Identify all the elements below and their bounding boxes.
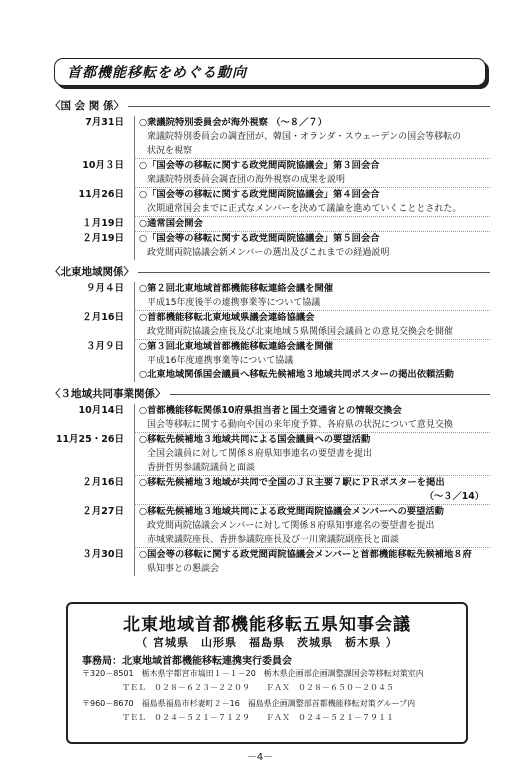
entry-body bbox=[134, 188, 490, 216]
entry-date: 10月14日 bbox=[78, 405, 124, 416]
entry-detail: 平成16年度連携事業等について協議 bbox=[147, 356, 294, 366]
entry-date: ２月27日 bbox=[82, 506, 124, 517]
page-number: －4－ bbox=[246, 752, 274, 763]
section-heading bbox=[50, 96, 490, 114]
entry-date: ２月16日 bbox=[82, 477, 124, 488]
section-title-box bbox=[54, 58, 486, 86]
footer-tel-1: ＴＥＬ ０２８－６２３－２２０９ ＦＡＸ ０２８－６５０－２０４５ bbox=[122, 683, 394, 692]
entry-event: ○衆議院特別委員会が海外視察 （～８／７） bbox=[139, 117, 327, 128]
entry-event: ○「国会等の移転に関する政党間両院協議会」第４回会合 bbox=[139, 189, 380, 200]
entry-body bbox=[134, 433, 490, 475]
entry-detail: 状況を視察 bbox=[147, 146, 193, 156]
section-divider bbox=[170, 394, 491, 395]
entry-date: ９月４日 bbox=[85, 283, 124, 294]
entry-detail: 政党間両院協議会メンバーに対して関係８府県知事連名の要望書を提出 bbox=[147, 521, 435, 531]
footer-address-2: 〒960－8670 福島県福島市杉妻町２－16 福島県企画調整部首都機能移転対策グループ内 bbox=[82, 699, 416, 708]
section-1 bbox=[50, 262, 490, 382]
entry-date: ２月16日 bbox=[82, 312, 124, 323]
entry-body bbox=[134, 340, 490, 382]
entry-event: ○通常国会開会 bbox=[139, 218, 203, 229]
entry-detail: 衆議院特別委員会調査団の海外視察の成果を説明 bbox=[147, 175, 346, 185]
entry-body bbox=[134, 548, 490, 576]
entry-date: ２月19日 bbox=[82, 233, 124, 244]
section-label: 〈国 会 関 係〉 bbox=[50, 99, 124, 112]
page-title: 首都機能移転をめぐる動向 bbox=[67, 65, 247, 81]
timeline bbox=[50, 96, 490, 578]
footer-office: 事務局：北東地域首都機能移転連携実行委員会 bbox=[82, 656, 292, 667]
entry-event: ○首都機能移転北東地域県議会連絡協議会 bbox=[139, 312, 315, 323]
footer-title: 北東地域首都機能移転五県知事会議 bbox=[123, 615, 411, 635]
entry-detail: 国会等移転に関する動向や国の来年度予算、各府県の状況について意見交換 bbox=[147, 420, 453, 430]
entry-body bbox=[134, 282, 490, 310]
footer-box bbox=[66, 602, 468, 744]
entry-detail: 平成15年度後半の連携事業等について協議 bbox=[147, 298, 321, 308]
section-heading bbox=[50, 384, 490, 402]
timeline-entry bbox=[50, 217, 490, 231]
timeline-entry bbox=[50, 340, 490, 382]
section-divider bbox=[138, 272, 490, 273]
entry-detail: 全国会議員に対して関係８府県知事連名の要望書を提出 bbox=[147, 449, 373, 459]
entry-detail: 次期通常国会までに正式なメンバーを決めて議論を進めていくこととされた。 bbox=[147, 204, 462, 214]
section-label: 〈３地域共同事業関係〉 bbox=[50, 387, 166, 400]
entry-detail: 県知事との懇談会 bbox=[147, 564, 220, 574]
entry-event: ○移転先候補地３地域共同による国会議員への要望活動 bbox=[139, 434, 371, 445]
section-heading bbox=[50, 262, 490, 280]
timeline-entry bbox=[50, 116, 490, 158]
entry-detail: 赤城衆議院座長、香拼参議院座長及び一川衆議院副座長と面談 bbox=[147, 535, 400, 545]
entry-event: ○移転先候補地３地域共同による政党間両院協議会メンバーへの要望活動 bbox=[139, 506, 444, 517]
entry-event: ○北東地域関係国会議員へ移転先候補地３地域共同ポスターの掲出依頼活動 bbox=[139, 369, 454, 380]
entry-period: （～３／14） bbox=[424, 491, 484, 502]
timeline-entry bbox=[50, 311, 490, 339]
timeline-entry bbox=[50, 476, 490, 504]
timeline-entry bbox=[50, 404, 490, 432]
entry-date: ３月９日 bbox=[85, 341, 124, 352]
timeline-entry bbox=[50, 505, 490, 547]
entry-date: 11月25・26日 bbox=[55, 434, 124, 445]
entry-body bbox=[134, 404, 490, 432]
entry-event: ○「国会等の移転に関する政党間両院協議会」第３回会合 bbox=[139, 160, 380, 171]
entry-date: １月19日 bbox=[82, 218, 124, 229]
entry-event: ○首都機能移転関係10府県担当者と国土交通省との情報交換会 bbox=[139, 405, 402, 416]
footer-address-1: 〒320－8501 栃木県宇都宮市塙田１－１－20 栃木県企画部企画調整課国会等移転対策室内 bbox=[82, 669, 424, 678]
entry-date: 7月31日 bbox=[85, 117, 124, 128]
section-label: 〈北東地域関係〉 bbox=[50, 265, 134, 278]
entry-event: ○国会等の移転に関する政党間両院協議会メンバーと首都機能移転先候補地８府 bbox=[139, 549, 472, 560]
entry-date: 10月３日 bbox=[82, 160, 124, 171]
entry-body bbox=[134, 505, 490, 547]
timeline-entry bbox=[50, 232, 490, 260]
entry-body bbox=[134, 232, 490, 260]
entry-detail: 香拼哲男参議院議員と面談 bbox=[147, 463, 256, 473]
footer-prefectures: （ 宮城県 山形県 福島県 茨城県 栃木県 ） bbox=[136, 636, 398, 649]
entry-date: 11月26日 bbox=[78, 189, 124, 200]
entry-body bbox=[134, 311, 490, 339]
entry-body bbox=[134, 116, 490, 158]
timeline-entry bbox=[50, 188, 490, 216]
entry-event: ○「国会等の移転に関する政党間両院協議会」第５回会合 bbox=[139, 233, 380, 244]
entry-body bbox=[134, 217, 490, 231]
section-2 bbox=[50, 384, 490, 576]
entry-event: ○第２回北東地域首都機能移転連絡会議を開催 bbox=[139, 283, 334, 294]
entry-body bbox=[134, 159, 490, 187]
timeline-entry bbox=[50, 433, 490, 475]
entry-event: ○移転先候補地３地域が共同で全国のＪＲ主要７駅にＰＲポスターを掲出 bbox=[139, 477, 445, 488]
entry-event: ○第３回北東地域首都機能移転連絡会議を開催 bbox=[139, 341, 334, 352]
section-divider bbox=[128, 106, 490, 107]
entry-body bbox=[134, 476, 490, 504]
timeline-entry bbox=[50, 282, 490, 310]
entry-detail: 衆議院特別委員会の調査団が、韓国・オランダ・スウェーデンの国会等移転の bbox=[147, 132, 462, 142]
entry-detail: 政党間両院協議会座長及び北東地域５県関係国会議員との意見交換会を開催 bbox=[147, 327, 454, 337]
timeline-entry bbox=[50, 159, 490, 187]
entry-date: ３月30日 bbox=[82, 549, 124, 560]
entry-detail: 政党間両院協議会新メンバーの選出及びこれまでの経過説明 bbox=[147, 248, 390, 258]
footer-tel-2: ＴＥＬ ０２４－５２１－７１２９ ＦＡＸ ０２４－５２１－７９１１ bbox=[122, 713, 394, 722]
timeline-entry bbox=[50, 548, 490, 576]
section-0 bbox=[50, 96, 490, 260]
